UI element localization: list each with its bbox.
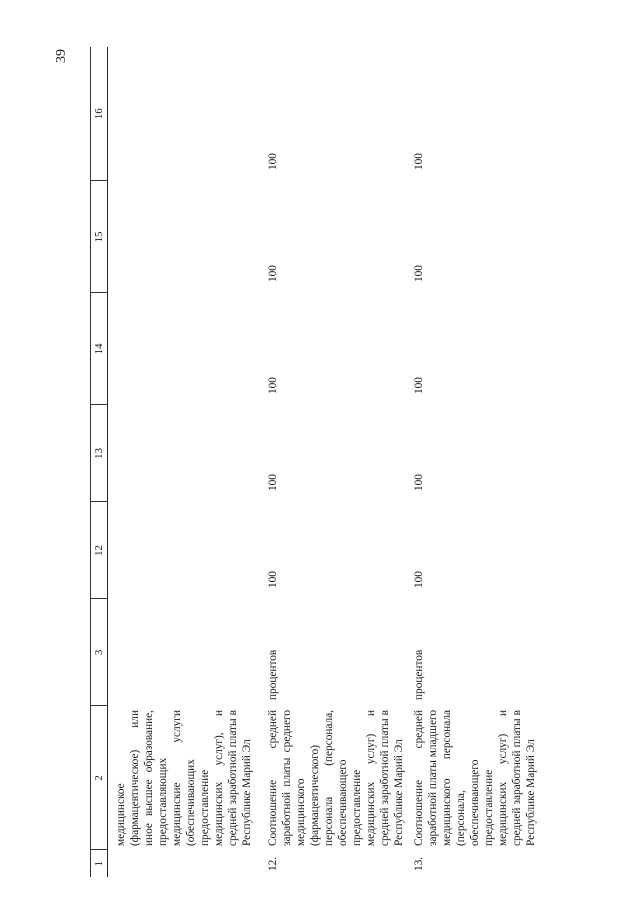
row-unit: процентов [413, 649, 425, 700]
header-col-14: 14 [91, 293, 108, 405]
row-number [108, 850, 261, 877]
row-value-col-15: 100 [413, 265, 425, 282]
row-value-col-12: 100 [267, 571, 279, 588]
header-col-13: 13 [91, 405, 108, 502]
header-col-3: 3 [91, 599, 108, 706]
row-description: Соотношение средней заработной платы среднего медицинского (фармацевтического) персонала (персонала, обеспечивающего предоставление медицинских услуг) и средней заработной платы в Республике Марий Эл [267, 710, 405, 846]
header-col-2: 2 [91, 706, 108, 850]
row-number: 13. [413, 856, 425, 871]
row-unit: процентов [267, 649, 279, 700]
header-col-1: 1 [91, 850, 108, 877]
table-row-13 [406, 47, 538, 877]
row-value-col-15 [108, 181, 261, 293]
header-row [91, 47, 108, 877]
row-value-col-14: 100 [413, 377, 425, 394]
row-value-col-13: 100 [267, 474, 279, 491]
page-number: 39 [54, 49, 69, 63]
row-value-col-16: 100 [267, 153, 279, 170]
row-description: Соотношение средней заработной платы младшего медицинского персонала (персонала, обеспечивающего предоставление медицинских услуг) и средней заработной платы в Республике Марий Эл [413, 710, 537, 846]
row-value-col-13 [108, 405, 261, 502]
indicators-table-page [90, 47, 629, 877]
indicators-table [90, 47, 538, 877]
header-col-15: 15 [91, 181, 108, 293]
row-unit [108, 599, 261, 706]
row-value-col-16: 100 [413, 153, 425, 170]
header-col-16: 16 [91, 47, 108, 181]
row-value-col-14: 100 [267, 377, 279, 394]
table-row-continuation [108, 47, 261, 877]
row-value-col-14 [108, 293, 261, 405]
row-number: 12. [267, 856, 279, 871]
row-value-col-13: 100 [413, 474, 425, 491]
header-col-12: 12 [91, 502, 108, 599]
table-row-12 [260, 47, 406, 877]
row-value-col-16 [108, 47, 261, 181]
row-description: медицинское (фармацевтическое) или иное высшее образование, предоставляющих медицинские услуги (обеспечивающих предоставление медицинских услуг), и средней заработной платы в Республике Марий Эл [115, 710, 253, 846]
row-value-col-15: 100 [267, 265, 279, 282]
row-value-col-12: 100 [413, 571, 425, 588]
row-value-col-12 [108, 502, 261, 599]
